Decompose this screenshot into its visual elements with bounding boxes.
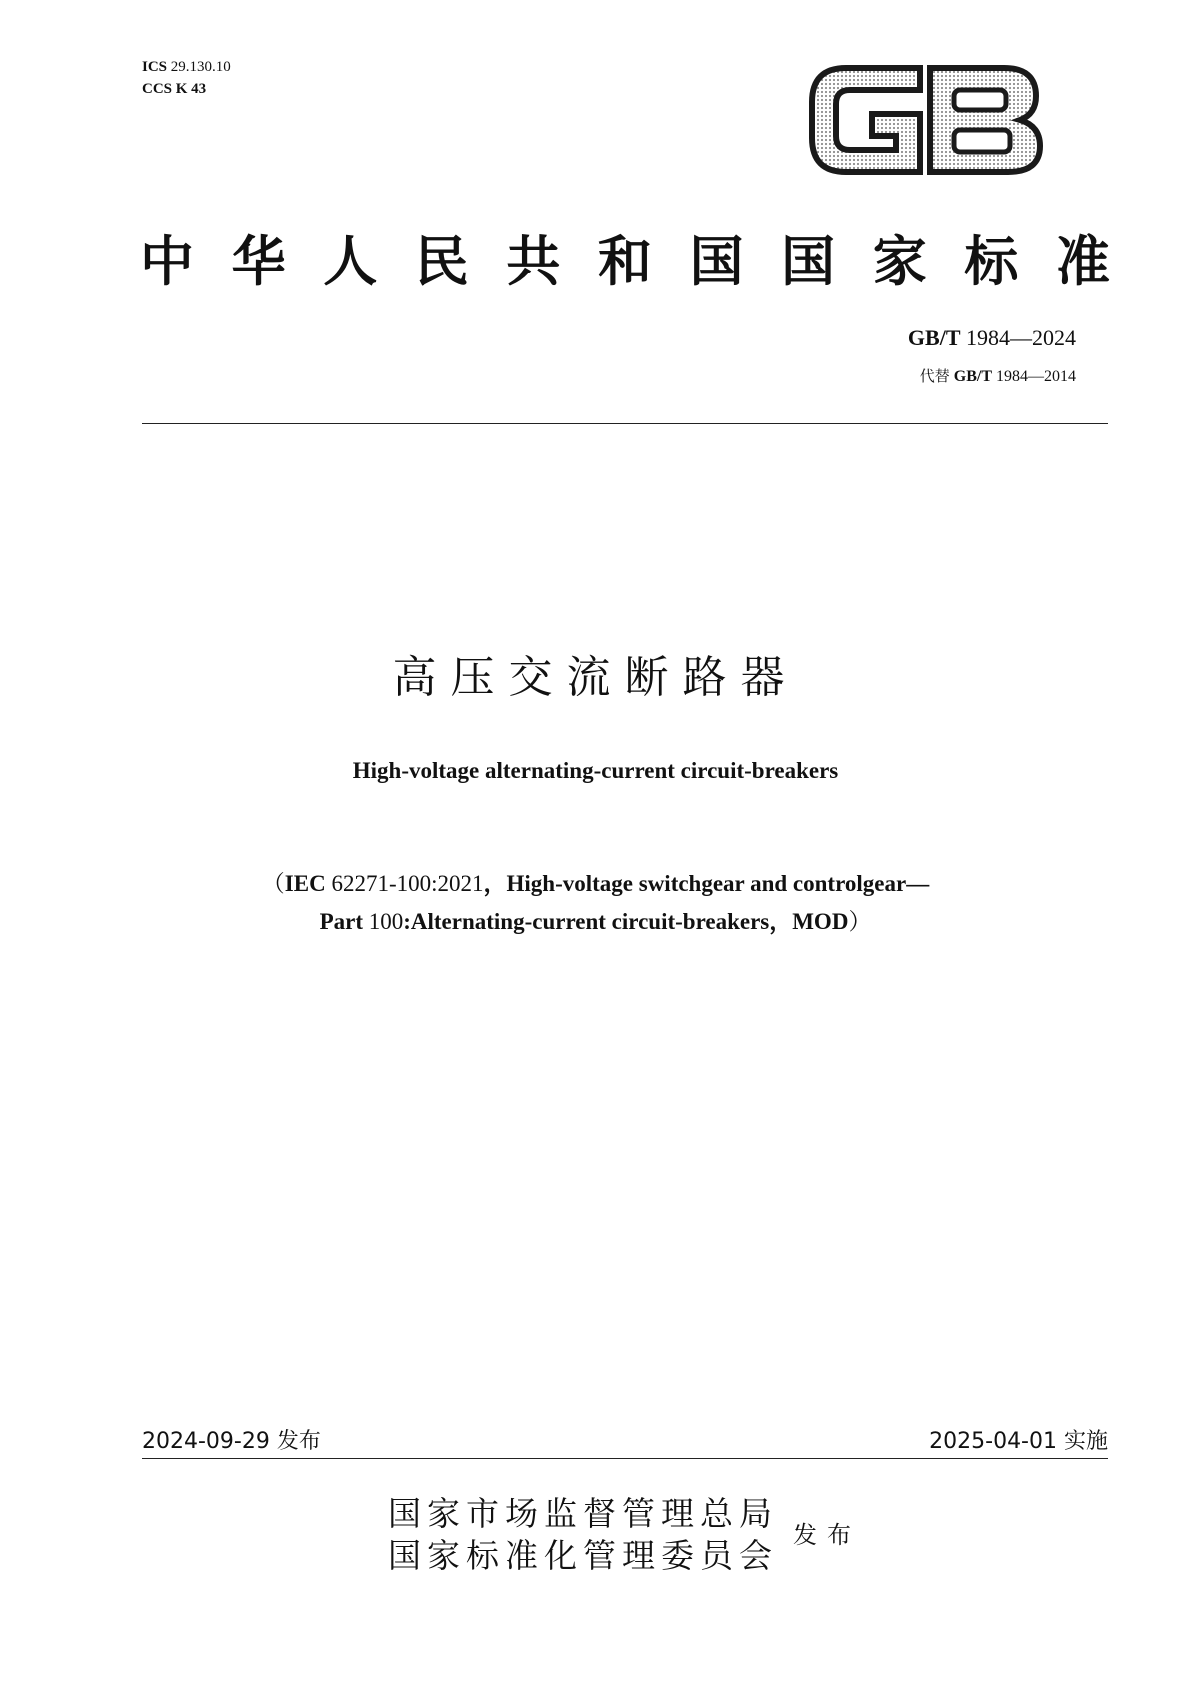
implementation-date: 2025-04-01 实施 <box>929 1429 1108 1454</box>
replaces-standard <box>920 365 1076 386</box>
national-title-char: 和 <box>597 229 652 293</box>
iec-ref-prefix: IEC <box>284 871 326 896</box>
iec-open-paren: （ <box>261 871 285 896</box>
publisher-sac: 国家标准化管理委员会 <box>388 1536 778 1575</box>
ics-code <box>142 56 231 78</box>
publish-label: 发布 <box>793 1521 861 1549</box>
national-title-char: 准 <box>1055 229 1110 293</box>
standard-number <box>908 325 1076 351</box>
english-title: High-voltage alternating-current circuit-breakers <box>352 758 839 783</box>
ics-label: ICS <box>142 59 168 75</box>
classification-codes <box>142 56 231 100</box>
national-title-char: 人 <box>323 229 378 293</box>
iec-line1-text: ，High-voltage switchgear and controlgear— <box>483 871 930 896</box>
standard-code: 1984—2024 <box>966 325 1076 350</box>
iec-part-number: 100 <box>368 909 404 934</box>
replaces-label: 代替 <box>919 367 950 385</box>
chinese-title: 高压交流断路器 <box>392 652 799 703</box>
iec-ref-number: 62271-100:2021 <box>331 871 484 896</box>
iec-reference-line-1 <box>0 865 1191 898</box>
ics-value: 29.130.10 <box>170 59 231 75</box>
standard-prefix: GB/T <box>907 325 961 350</box>
publisher-samr: 国家市场监督管理总局 <box>388 1494 778 1533</box>
iec-line2-text: :Alternating-current circuit-breakers，MOD <box>403 909 849 934</box>
replaces-std-prefix: GB/T <box>953 368 992 385</box>
logo-letter-g <box>812 68 920 172</box>
national-title-char: 国 <box>781 229 836 293</box>
national-title-char: 中 <box>140 229 194 293</box>
national-title-char: 民 <box>414 229 469 293</box>
ccs-value: K 43 <box>175 81 207 97</box>
issue-date: 2024-09-29 发布 <box>142 1429 321 1454</box>
gb-logo <box>808 58 1044 182</box>
iec-part-label: Part <box>319 909 363 934</box>
iec-reference-line-2 <box>0 903 1191 936</box>
logo-letter-b <box>930 68 1040 172</box>
bottom-divider <box>142 1458 1108 1459</box>
ccs-code <box>142 78 231 100</box>
national-title-char: 家 <box>872 229 927 293</box>
replaces-code: 1984—2014 <box>996 368 1076 385</box>
national-title-char: 共 <box>506 229 561 293</box>
ccs-label: CCS <box>142 81 173 97</box>
national-title-char: 标 <box>964 229 1019 293</box>
iec-close-paren: ） <box>848 909 872 934</box>
national-title-char: 国 <box>689 229 744 293</box>
national-standard-title <box>140 228 1110 294</box>
top-divider <box>142 423 1108 424</box>
national-title-char: 华 <box>231 229 286 293</box>
